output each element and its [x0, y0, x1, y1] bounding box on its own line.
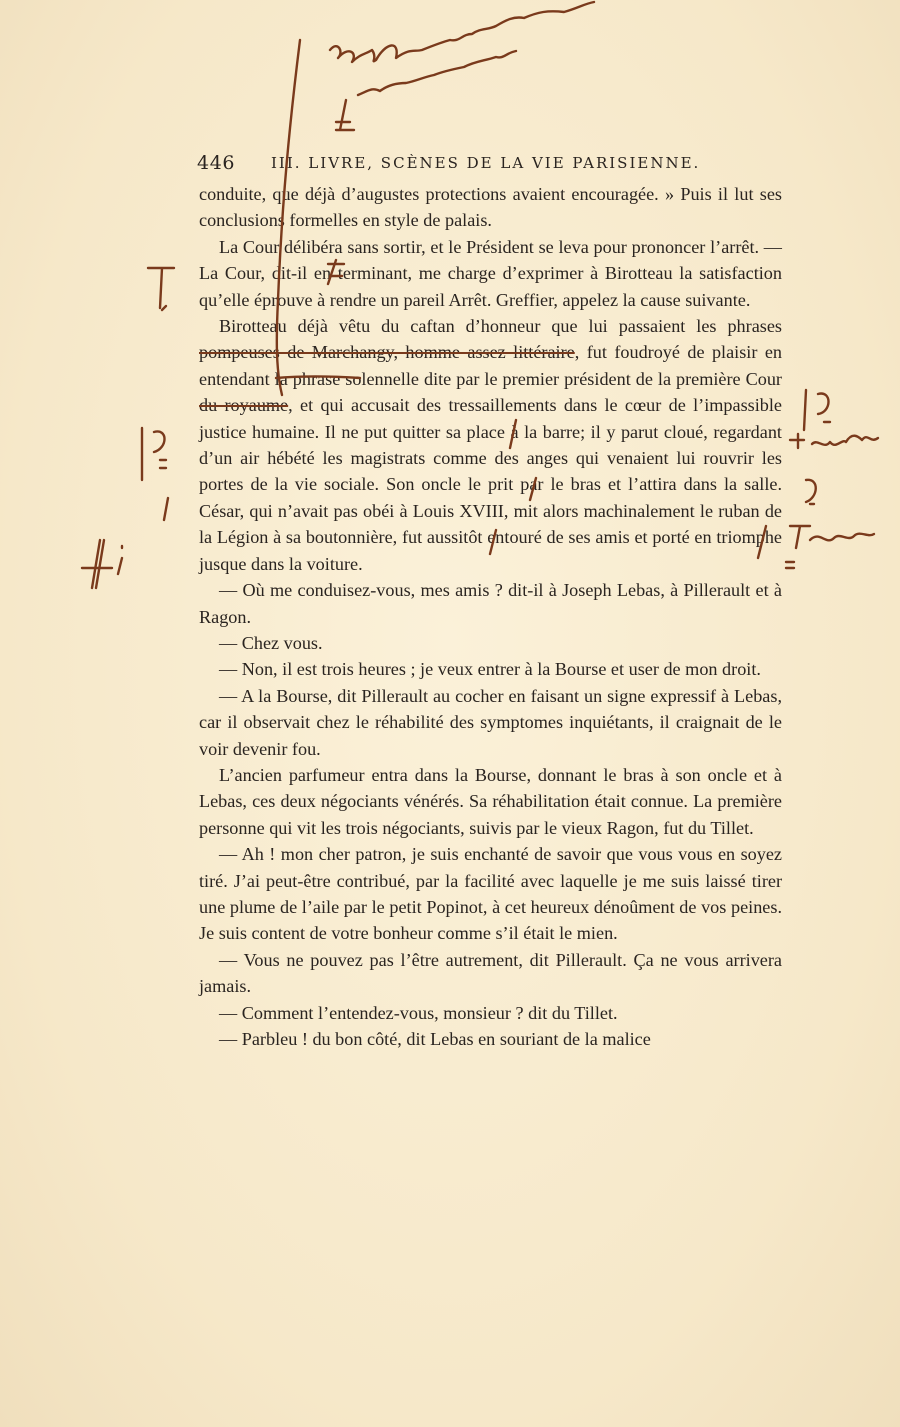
margin-mark: [164, 498, 168, 520]
paragraph: conduite, que déjà d’augustes protections avaient encouragée. » Puis il lut ses conclusions formelles en style de palais.: [199, 184, 782, 231]
margin-mark: [82, 540, 122, 588]
paragraph: — Non, il est trois heures ; je veux entrer à la Bourse et user de mon droit.: [219, 659, 761, 680]
paragraph: — Chez vous.: [219, 632, 323, 653]
body-text: [199, 181, 782, 1052]
paragraph: — Comment l’entendez-vous, monsieur ? dit du Tillet.: [219, 1002, 618, 1023]
margin-mark: [148, 268, 174, 310]
paragraph: — A la Bourse, dit Pillerault au cocher en faisant un signe expressif à Lebas, car il observait chez le réhabilité des symptomes inquiétants, il craignait de le voir devenir fou.: [199, 685, 782, 759]
paragraph: — Ah ! mon cher patron, je suis enchanté de savoir que vous vous en soyez tiré. J’ai peut-être contribué, par la facilité avec laquelle je me suis laissé tirer une plume de l’aile par le petit Popinot, à cet heureux dénoûment de vos peines. Je suis content de votre bonheur comme s’il était le mien.: [199, 844, 782, 944]
running-head: III. LIVRE, SCÈNES DE LA VIE PARISIENNE.: [271, 154, 701, 172]
margin-mark: [806, 480, 816, 504]
paragraph: Birotteau déjà vêtu du caftan d’honneur que lui passaient les phrases pompeuses de Marchangy, homme assez littéraire, fut foudroyé de plaisir en entendant la phrase solennelle dite par le premier président de la première Cour du royaume, et qui accusait des tressaillements dans le cœur de l’impassible justice humaine. Il ne put quitter sa place à la barre; il y parut cloué, regardant d’un air hébété les magistrats comme des anges qui venaient lui rouvrir les portes de la vie sociale. Son oncle le prit par le bras et l’attira dans la salle. César, qui n’avait pas obéi à Louis XVIII, mit alors machinalement le ruban de la Légion à sa boutonnière, fut aussitôt entouré de ses amis et porté en triomphe jusque dans la voiture.: [199, 316, 782, 574]
handwriting-scribble: [358, 51, 516, 95]
margin-mark: [786, 562, 794, 568]
paragraph: L’ancien parfumeur entra dans la Bourse, donnant le bras à son oncle et à Lebas, ces deux négociants vénérés. Sa réhabilitation était connue. La première personne qui vit les trois négociants, suivis par le vieux Ragon, fut du Tillet.: [199, 764, 782, 838]
paragraph: — Vous ne pouvez pas l’être autrement, dit Pillerault. Ça ne vous arrivera jamais.: [199, 949, 782, 997]
paragraph: La Cour délibéra sans sortir, et le Président se leva pour prononcer l’arrêt. — La Cour, dit-il en terminant, me charge d’exprimer à Birotteau la satisfaction qu’elle éprouve à rendre un pareil Arrêt. Greffier, appelez la cause suivante.: [199, 236, 782, 310]
margin-mark: [804, 390, 830, 430]
margin-mark: [790, 434, 878, 448]
paragraph: — Où me conduisez-vous, mes amis ? dit-il à Joseph Lebas, à Pillerault et à Ragon.: [199, 580, 782, 627]
struck-text: pompeuses de Marchangy, homme assez littéraire: [199, 342, 575, 363]
handwriting-scribble: [336, 100, 354, 130]
margin-mark: [142, 428, 166, 480]
struck-text: du royaume: [199, 395, 289, 416]
handwriting-scribble: [330, 2, 594, 62]
paragraph: — Parbleu ! du bon côté, dit Lebas en souriant de la malice: [219, 1029, 651, 1049]
page-header: [197, 150, 782, 180]
page-number: 446: [197, 152, 236, 174]
margin-mark: [790, 526, 874, 548]
